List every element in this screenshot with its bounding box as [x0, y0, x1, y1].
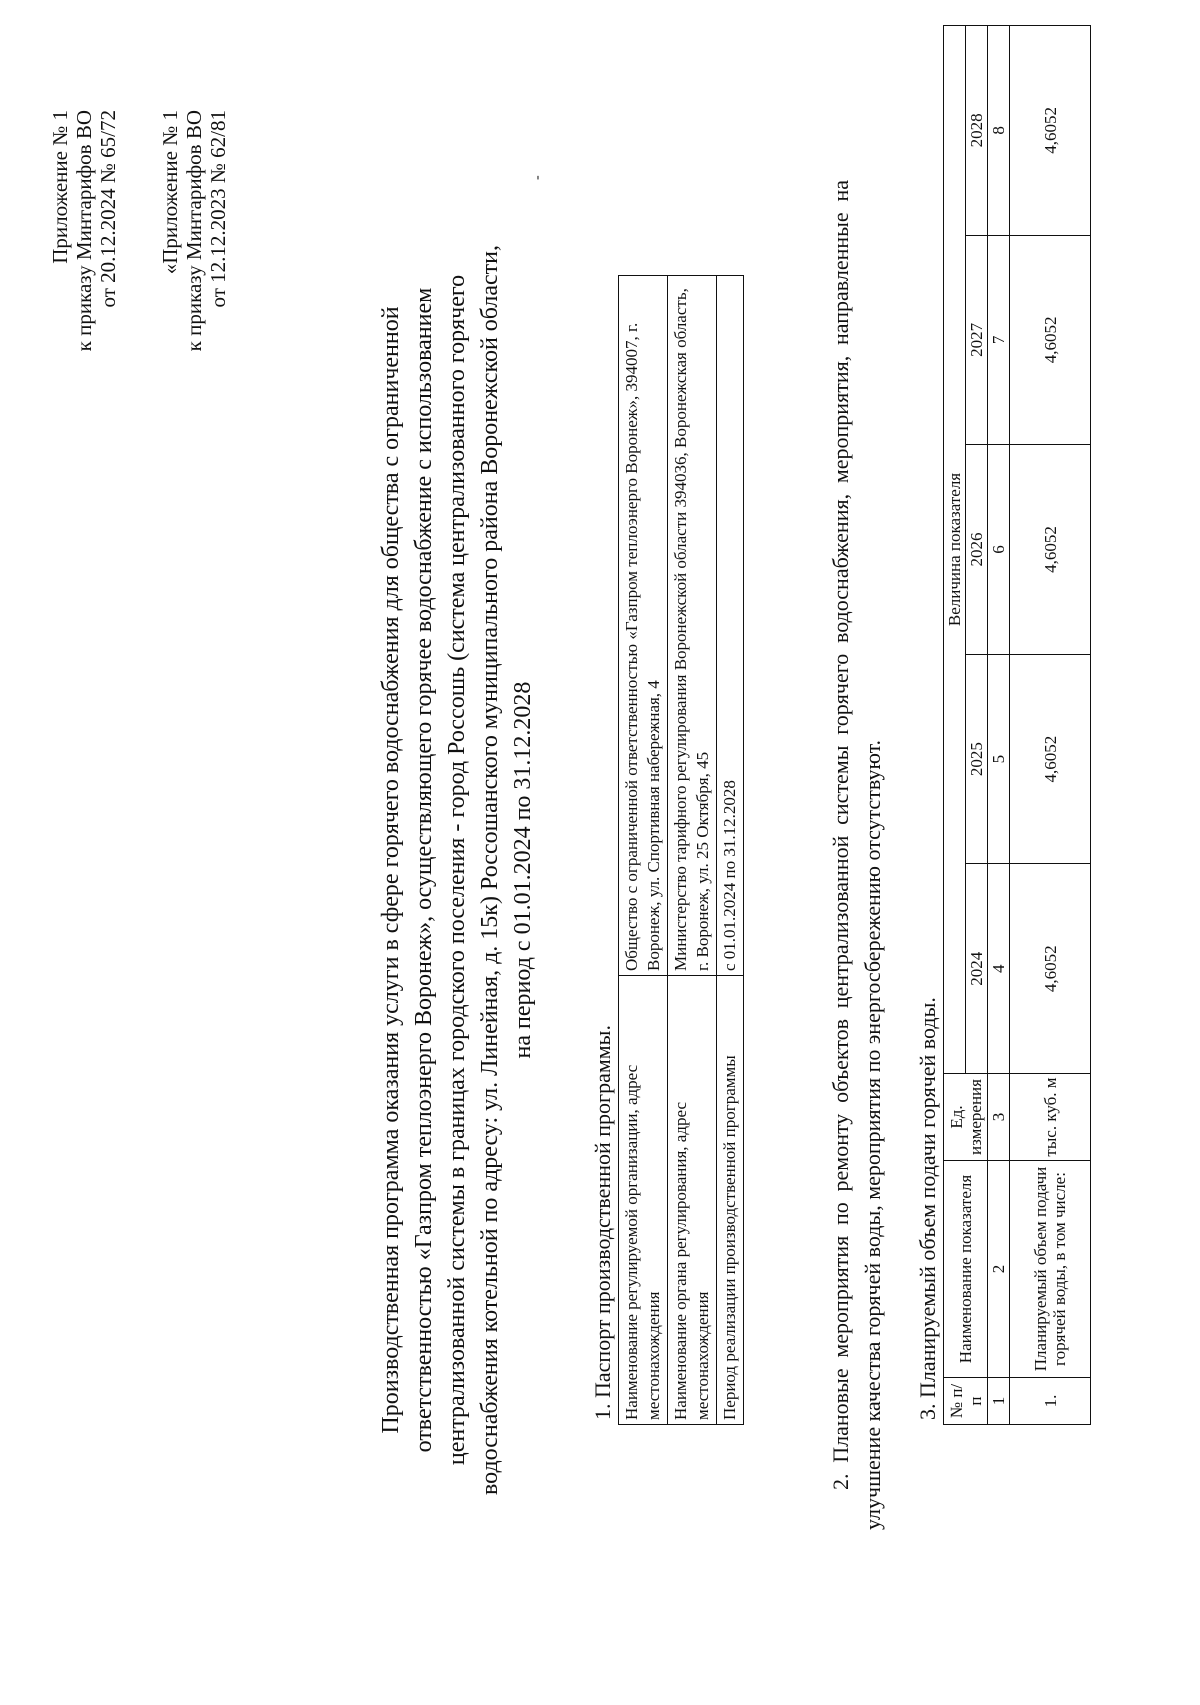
- title-text: Производственная программа оказания услуги в сфере горячего водоснабжения для общества с ограниченной ответственностью «Газпром теплоэнерго Воронеж», осуществляющего горячее водоснабжение с использованием централизованной системы в границах городского поселения - город Россошь (система централизованного горячего водоснабжения котельной по адресу: ул. Линейная, д. 15к) Россошанского муниципального района Воронежской области,: [378, 244, 503, 1496]
- col-header-values: Величина показателя: [944, 26, 966, 1074]
- row-value: 4,6052: [1010, 654, 1091, 864]
- col-number: 2: [988, 1161, 1010, 1378]
- approval-stamp-previous: [158, 110, 230, 351]
- passport-value: с 01.01.2024 по 31.12.2028: [717, 276, 744, 976]
- col-header-year: 2028: [966, 26, 988, 236]
- col-header-num: № п/п: [944, 1378, 988, 1425]
- approval-stamp-current: [48, 110, 120, 351]
- passport-label: Наименование органа регулирования, адрес местонахождения: [668, 976, 717, 1425]
- document-sheet: [30, 70, 1180, 1670]
- col-header-year: 2026: [966, 445, 988, 655]
- approval-line: Приложение № 1: [48, 110, 72, 264]
- approval-line: «Приложение № 1: [158, 110, 182, 275]
- table-row: [717, 276, 744, 1425]
- approval-line: от 12.12.2023 № 62/81: [206, 110, 230, 308]
- passport-table: [618, 275, 744, 1425]
- col-number: 4: [988, 864, 1010, 1074]
- section-2-text: 2. Плановые мероприятия по ремонту объектов централизованной системы горячего водоснабжения, мероприятия, направленные на улучшение качества горячей воды, мероприятия по энергосбережению отсутствуют.: [828, 180, 885, 1530]
- passport-value: Министерство тарифного регулирования Воронежской области 394036, Воронежская область, г. Воронеж, ул. 25 Октября, 45: [668, 276, 717, 976]
- document-title: [375, 220, 540, 1520]
- col-header-unit: Ед. измерения: [944, 1074, 988, 1161]
- approval-line: от 20.12.2024 № 65/72: [96, 110, 120, 308]
- approval-line: к приказу Минтарифов ВО: [72, 110, 96, 352]
- col-header-year: 2024: [966, 864, 988, 1074]
- table-row: [668, 276, 717, 1425]
- approval-line: к приказу Минтарифов ВО: [182, 110, 206, 352]
- col-number: 3: [988, 1074, 1010, 1161]
- row-value: 4,6052: [1010, 445, 1091, 655]
- table-row: [619, 276, 668, 1425]
- row-unit: тыс. куб. м: [1010, 1074, 1091, 1161]
- stray-mark: -: [530, 175, 545, 180]
- section-3-heading: 3. Планируемый объем подачи горячей воды.: [915, 997, 940, 1420]
- passport-value: Общество с ограниченной ответственностью «Газпром теплоэнерго Воронеж», 394007, г. Воронеж, ул. Спортивная набережная, 4: [619, 276, 668, 976]
- col-header-year: 2027: [966, 235, 988, 445]
- row-value: 4,6052: [1010, 235, 1091, 445]
- row-value: 4,6052: [1010, 26, 1091, 236]
- col-header-year: 2025: [966, 654, 988, 864]
- col-number: 8: [988, 26, 1010, 236]
- table-colnum-row: [988, 26, 1010, 1425]
- volume-table: [943, 25, 1091, 1425]
- title-period: на период с 01.01.2024 по 31.12.2028: [510, 681, 536, 1059]
- col-number: 5: [988, 654, 1010, 864]
- table-row: [1010, 26, 1091, 1425]
- section-1-heading: 1. Паспорт производственной программы.: [590, 1025, 615, 1420]
- table-header-row: [944, 26, 966, 1425]
- col-number: 7: [988, 235, 1010, 445]
- col-number: 1: [988, 1378, 1010, 1425]
- row-number: 1.: [1010, 1378, 1091, 1425]
- col-number: 6: [988, 445, 1010, 655]
- passport-label: Наименование регулируемой организации, адрес местонахождения: [619, 976, 668, 1425]
- row-name: Планируемый объем подачи горячей воды, в том числе:: [1010, 1161, 1091, 1378]
- row-value: 4,6052: [1010, 864, 1091, 1074]
- passport-label: Период реализации производственной программы: [717, 976, 744, 1425]
- col-header-name: Наименование показателя: [944, 1161, 988, 1378]
